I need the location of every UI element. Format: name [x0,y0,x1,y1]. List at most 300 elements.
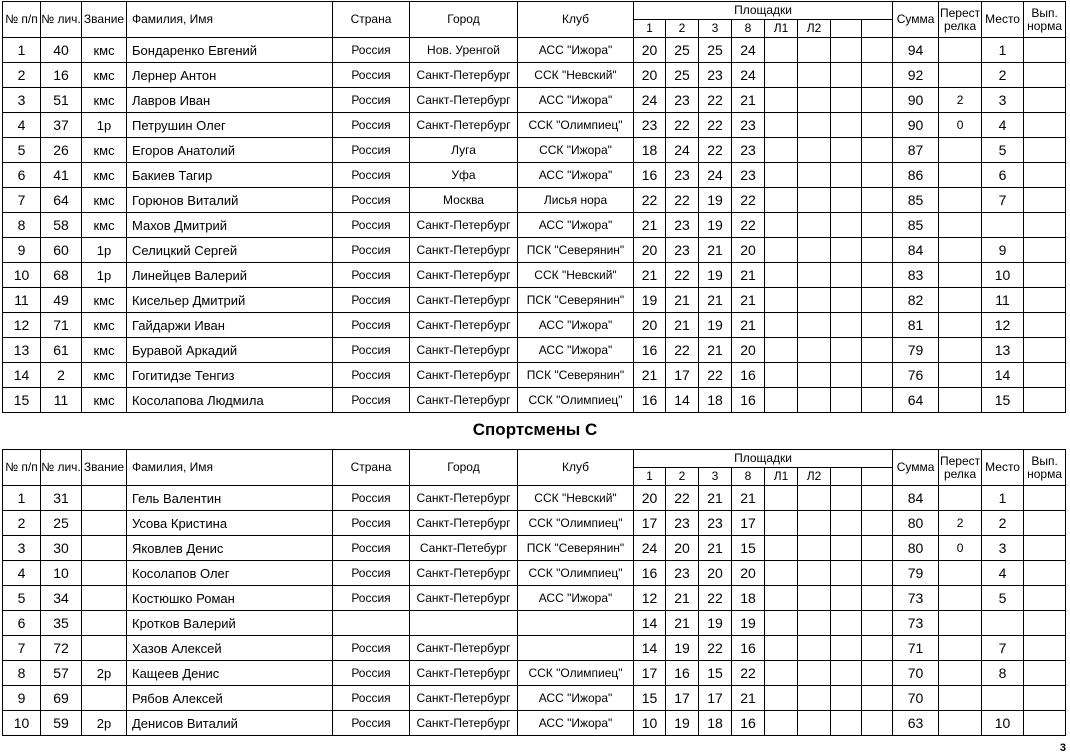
header-plosh-l2: Л2 [798,468,831,486]
cell-plosh-l2 [798,711,831,736]
header-fio: Фамилия, Имя [127,450,333,486]
cell-plosh-empty-2 [862,611,893,636]
cell-plosh-1: 19 [634,288,666,313]
cell-plosh-l2 [798,38,831,63]
cell-city: Санкт-Петербург [410,511,518,536]
cell-plosh-8: 15 [732,536,765,561]
cell-club: АСС "Ижора" [518,88,634,113]
cell-vyp-norma [1024,288,1066,313]
cell-plosh-l2 [798,611,831,636]
cell-vyp-norma [1024,611,1066,636]
header-plosh-empty-1 [831,468,862,486]
header-npp: № п/п [3,450,41,486]
cell-plosh-1: 15 [634,686,666,711]
cell-name: Махов Дмитрий [127,213,333,238]
cell-plosh-empty-2 [862,686,893,711]
cell-perestrelka: 0 [939,536,982,561]
cell-plosh-empty-2 [862,63,893,88]
cell-npp: 1 [3,486,41,511]
cell-plosh-empty-1 [831,338,862,363]
header-vyp-norma: Вып. норма [1024,450,1066,486]
cell-country: Россия [333,636,410,661]
cell-plosh-3: 19 [699,188,732,213]
cell-name: Кащеев Денис [127,661,333,686]
cell-sum: 86 [893,163,939,188]
table-row [3,388,1066,413]
cell-plosh-8: 22 [732,213,765,238]
header-vyp-norma: Вып. норма [1024,2,1066,38]
cell-lich: 31 [41,486,82,511]
cell-place [982,213,1024,238]
cell-perestrelka [939,661,982,686]
cell-vyp-norma [1024,138,1066,163]
cell-name: Бондаренко Евгений [127,38,333,63]
header-lich: № лич. [41,2,82,38]
cell-plosh-1: 17 [634,661,666,686]
cell-plosh-8: 19 [732,611,765,636]
cell-zvanie [82,686,127,711]
cell-lich: 59 [41,711,82,736]
cell-plosh-3: 20 [699,561,732,586]
cell-npp: 10 [3,711,41,736]
cell-plosh-l2 [798,213,831,238]
cell-plosh-8: 23 [732,138,765,163]
cell-place: 8 [982,661,1024,686]
results-table-c [2,449,1066,736]
cell-city: Санкт-Петебург [410,536,518,561]
cell-sum: 92 [893,63,939,88]
cell-plosh-3: 21 [699,486,732,511]
cell-city: Санкт-Петербург [410,561,518,586]
cell-npp: 3 [3,536,41,561]
header-npp: № п/п [3,2,41,38]
cell-zvanie: 1р [82,238,127,263]
header-mesto: Место [982,2,1024,38]
cell-zvanie: кмс [82,63,127,88]
cell-name: Гель Валентин [127,486,333,511]
cell-plosh-8: 16 [732,636,765,661]
cell-npp: 6 [3,163,41,188]
cell-plosh-l1 [765,636,798,661]
cell-club: АСС "Ижора" [518,586,634,611]
header-plosh-empty-1 [831,20,862,38]
cell-country: Россия [333,213,410,238]
cell-plosh-3: 21 [699,536,732,561]
cell-plosh-8: 21 [732,263,765,288]
cell-npp: 13 [3,338,41,363]
cell-lich: 37 [41,113,82,138]
cell-plosh-empty-1 [831,511,862,536]
cell-plosh-l2 [798,586,831,611]
cell-sum: 70 [893,661,939,686]
cell-plosh-empty-1 [831,263,862,288]
cell-plosh-1: 22 [634,188,666,213]
cell-name: Петрушин Олег [127,113,333,138]
cell-plosh-2: 19 [666,711,699,736]
table-row [3,511,1066,536]
cell-city: Санкт-Петербург [410,288,518,313]
cell-club: АСС "Ижора" [518,313,634,338]
cell-place: 2 [982,63,1024,88]
cell-vyp-norma [1024,113,1066,138]
cell-name: Буравой Аркадий [127,338,333,363]
cell-sum: 82 [893,288,939,313]
cell-plosh-2: 21 [666,611,699,636]
cell-plosh-l1 [765,238,798,263]
cell-plosh-empty-1 [831,711,862,736]
header-plosh-1: 1 [634,468,666,486]
cell-plosh-empty-2 [862,263,893,288]
cell-plosh-l2 [798,313,831,338]
section-title: Спортсмены С [472,420,598,439]
table-row [3,486,1066,511]
table-row [3,536,1066,561]
cell-vyp-norma [1024,263,1066,288]
cell-plosh-l1 [765,711,798,736]
cell-plosh-l2 [798,686,831,711]
cell-club: АСС "Ижора" [518,213,634,238]
cell-lich: 57 [41,661,82,686]
header-zvanie: Звание [82,450,127,486]
cell-plosh-2: 25 [666,63,699,88]
cell-plosh-3: 22 [699,586,732,611]
cell-plosh-l1 [765,188,798,213]
table-row [3,586,1066,611]
cell-city: Санкт-Петербург [410,338,518,363]
cell-plosh-l1 [765,338,798,363]
cell-club [518,611,634,636]
cell-plosh-l2 [798,238,831,263]
cell-npp: 7 [3,636,41,661]
cell-plosh-empty-1 [831,288,862,313]
cell-club: ССК "Ижора" [518,138,634,163]
cell-plosh-empty-2 [862,313,893,338]
cell-place: 9 [982,238,1024,263]
cell-club: ССК "Олимпиец" [518,561,634,586]
cell-plosh-l1 [765,163,798,188]
cell-plosh-empty-1 [831,686,862,711]
cell-plosh-1: 20 [634,38,666,63]
cell-lich: 2 [41,363,82,388]
table-row [3,338,1066,363]
cell-plosh-1: 14 [634,611,666,636]
cell-npp: 2 [3,63,41,88]
cell-plosh-empty-2 [862,636,893,661]
cell-perestrelka: 0 [939,113,982,138]
cell-perestrelka: 2 [939,88,982,113]
cell-country: Россия [333,88,410,113]
cell-vyp-norma [1024,586,1066,611]
cell-plosh-2: 25 [666,38,699,63]
cell-name: Усова Кристина [127,511,333,536]
cell-plosh-l1 [765,561,798,586]
cell-plosh-empty-1 [831,586,862,611]
header-gorod: Город [410,2,518,38]
header-plosh-l2: Л2 [798,20,831,38]
cell-vyp-norma [1024,486,1066,511]
table-row [3,313,1066,338]
cell-plosh-l1 [765,88,798,113]
cell-plosh-3: 18 [699,711,732,736]
table-row [3,163,1066,188]
cell-name: Косолапов Олег [127,561,333,586]
cell-plosh-empty-2 [862,138,893,163]
cell-plosh-empty-2 [862,363,893,388]
cell-plosh-l1 [765,661,798,686]
cell-plosh-1: 14 [634,636,666,661]
cell-plosh-l2 [798,486,831,511]
cell-plosh-empty-2 [862,388,893,413]
cell-plosh-empty-2 [862,711,893,736]
cell-npp: 2 [3,511,41,536]
cell-plosh-2: 23 [666,561,699,586]
table-row [3,636,1066,661]
cell-country: Россия [333,313,410,338]
cell-lich: 41 [41,163,82,188]
cell-npp: 8 [3,661,41,686]
cell-perestrelka [939,288,982,313]
cell-sum: 73 [893,586,939,611]
cell-country: Россия [333,288,410,313]
cell-lich: 30 [41,536,82,561]
cell-plosh-l2 [798,561,831,586]
cell-place [982,611,1024,636]
cell-perestrelka [939,38,982,63]
cell-plosh-l2 [798,536,831,561]
cell-lich: 69 [41,686,82,711]
cell-city: Уфа [410,163,518,188]
cell-vyp-norma [1024,636,1066,661]
cell-sum: 85 [893,188,939,213]
cell-npp: 7 [3,188,41,213]
cell-perestrelka [939,363,982,388]
cell-plosh-2: 17 [666,686,699,711]
cell-sum: 81 [893,313,939,338]
cell-plosh-l1 [765,388,798,413]
cell-lich: 61 [41,338,82,363]
cell-plosh-3: 21 [699,238,732,263]
header-summa: Сумма [893,450,939,486]
cell-sum: 85 [893,213,939,238]
cell-zvanie: 2р [82,661,127,686]
cell-place: 10 [982,711,1024,736]
cell-sum: 80 [893,536,939,561]
cell-vyp-norma [1024,561,1066,586]
cell-plosh-1: 16 [634,388,666,413]
cell-place: 15 [982,388,1024,413]
cell-perestrelka [939,313,982,338]
cell-plosh-l2 [798,288,831,313]
cell-sum: 70 [893,686,939,711]
cell-club: ПСК "Северянин" [518,536,634,561]
cell-plosh-l1 [765,63,798,88]
cell-place: 5 [982,586,1024,611]
cell-country: Россия [333,338,410,363]
cell-perestrelka [939,586,982,611]
cell-vyp-norma [1024,213,1066,238]
cell-plosh-3: 23 [699,63,732,88]
cell-sum: 84 [893,486,939,511]
cell-zvanie: кмс [82,88,127,113]
cell-plosh-8: 20 [732,338,765,363]
cell-npp: 8 [3,213,41,238]
cell-lich: 35 [41,611,82,636]
cell-sum: 90 [893,113,939,138]
cell-plosh-empty-1 [831,163,862,188]
cell-plosh-empty-1 [831,536,862,561]
cell-plosh-empty-2 [862,338,893,363]
cell-lich: 51 [41,88,82,113]
cell-plosh-8: 17 [732,511,765,536]
cell-lich: 10 [41,561,82,586]
cell-plosh-8: 16 [732,363,765,388]
cell-club: ССК "Невский" [518,263,634,288]
cell-lich: 16 [41,63,82,88]
cell-plosh-l2 [798,113,831,138]
cell-country: Россия [333,511,410,536]
cell-place: 5 [982,138,1024,163]
cell-plosh-1: 20 [634,238,666,263]
cell-perestrelka [939,711,982,736]
cell-plosh-2: 21 [666,288,699,313]
cell-plosh-empty-2 [862,188,893,213]
cell-name: Яковлев Денис [127,536,333,561]
cell-city: Санкт-Петербург [410,636,518,661]
cell-name: Горюнов Виталий [127,188,333,213]
cell-sum: 64 [893,388,939,413]
cell-zvanie: кмс [82,213,127,238]
cell-plosh-l2 [798,88,831,113]
header-ploshhadki: Площадки [634,450,893,468]
cell-plosh-1: 18 [634,138,666,163]
cell-plosh-8: 21 [732,486,765,511]
header-klub: Клуб [518,450,634,486]
cell-plosh-1: 16 [634,561,666,586]
header-gorod: Город [410,450,518,486]
cell-plosh-2: 22 [666,113,699,138]
cell-city: Санкт-Петербург [410,313,518,338]
cell-plosh-l2 [798,263,831,288]
cell-plosh-1: 20 [634,486,666,511]
cell-plosh-l2 [798,63,831,88]
cell-zvanie: кмс [82,188,127,213]
cell-plosh-3: 23 [699,511,732,536]
table-body-main [3,38,1066,413]
cell-city: Санкт-Петербург [410,113,518,138]
cell-place: 2 [982,511,1024,536]
cell-plosh-empty-1 [831,88,862,113]
cell-plosh-2: 21 [666,313,699,338]
header-plosh-2: 2 [666,20,699,38]
cell-lich: 34 [41,586,82,611]
cell-npp: 12 [3,313,41,338]
cell-vyp-norma [1024,38,1066,63]
cell-plosh-2: 22 [666,188,699,213]
table-row [3,63,1066,88]
cell-club: ПСК "Северянин" [518,288,634,313]
cell-plosh-l1 [765,586,798,611]
cell-plosh-l1 [765,536,798,561]
cell-place: 7 [982,636,1024,661]
cell-plosh-8: 16 [732,388,765,413]
cell-plosh-l2 [798,636,831,661]
header-plosh-empty-2 [862,468,893,486]
cell-name: Денисов Виталий [127,711,333,736]
cell-plosh-1: 20 [634,313,666,338]
cell-club: АСС "Ижора" [518,38,634,63]
cell-zvanie [82,636,127,661]
cell-lich: 68 [41,263,82,288]
cell-npp: 1 [3,38,41,63]
cell-plosh-empty-2 [862,163,893,188]
cell-plosh-l1 [765,363,798,388]
cell-club: ПСК "Северянин" [518,238,634,263]
cell-city: Санкт-Петербург [410,88,518,113]
header-mesto: Место [982,450,1024,486]
cell-perestrelka [939,636,982,661]
cell-city: Санкт-Петербург [410,213,518,238]
cell-name: Лернер Антон [127,63,333,88]
cell-perestrelka [939,188,982,213]
cell-lich: 11 [41,388,82,413]
cell-plosh-8: 23 [732,113,765,138]
table-row [3,38,1066,63]
cell-club: АСС "Ижора" [518,338,634,363]
cell-zvanie [82,586,127,611]
cell-club: ССК "Невский" [518,486,634,511]
table-row [3,263,1066,288]
cell-sum: 76 [893,363,939,388]
cell-zvanie: кмс [82,288,127,313]
cell-vyp-norma [1024,511,1066,536]
table-row [3,661,1066,686]
cell-country: Россия [333,561,410,586]
cell-npp: 10 [3,263,41,288]
header-ploshhadki: Площадки [634,2,893,20]
cell-plosh-2: 23 [666,88,699,113]
cell-plosh-2: 16 [666,661,699,686]
cell-vyp-norma [1024,313,1066,338]
cell-plosh-empty-1 [831,138,862,163]
cell-plosh-8: 18 [732,586,765,611]
cell-plosh-3: 22 [699,363,732,388]
cell-plosh-empty-1 [831,486,862,511]
cell-zvanie: кмс [82,313,127,338]
cell-zvanie: 1р [82,113,127,138]
cell-vyp-norma [1024,363,1066,388]
cell-zvanie [82,611,127,636]
cell-plosh-empty-2 [862,88,893,113]
cell-city: Нов. Уренгой [410,38,518,63]
cell-city: Санкт-Петербург [410,363,518,388]
cell-place: 13 [982,338,1024,363]
cell-club [518,636,634,661]
header-zvanie: Звание [82,2,127,38]
cell-plosh-2: 22 [666,263,699,288]
cell-plosh-3: 22 [699,88,732,113]
cell-perestrelka [939,338,982,363]
cell-sum: 71 [893,636,939,661]
cell-plosh-1: 12 [634,586,666,611]
cell-name: Лавров Иван [127,88,333,113]
table-row [3,711,1066,736]
cell-perestrelka [939,63,982,88]
cell-lich: 25 [41,511,82,536]
cell-perestrelka [939,388,982,413]
cell-plosh-l2 [798,188,831,213]
cell-sum: 79 [893,561,939,586]
cell-plosh-empty-1 [831,63,862,88]
